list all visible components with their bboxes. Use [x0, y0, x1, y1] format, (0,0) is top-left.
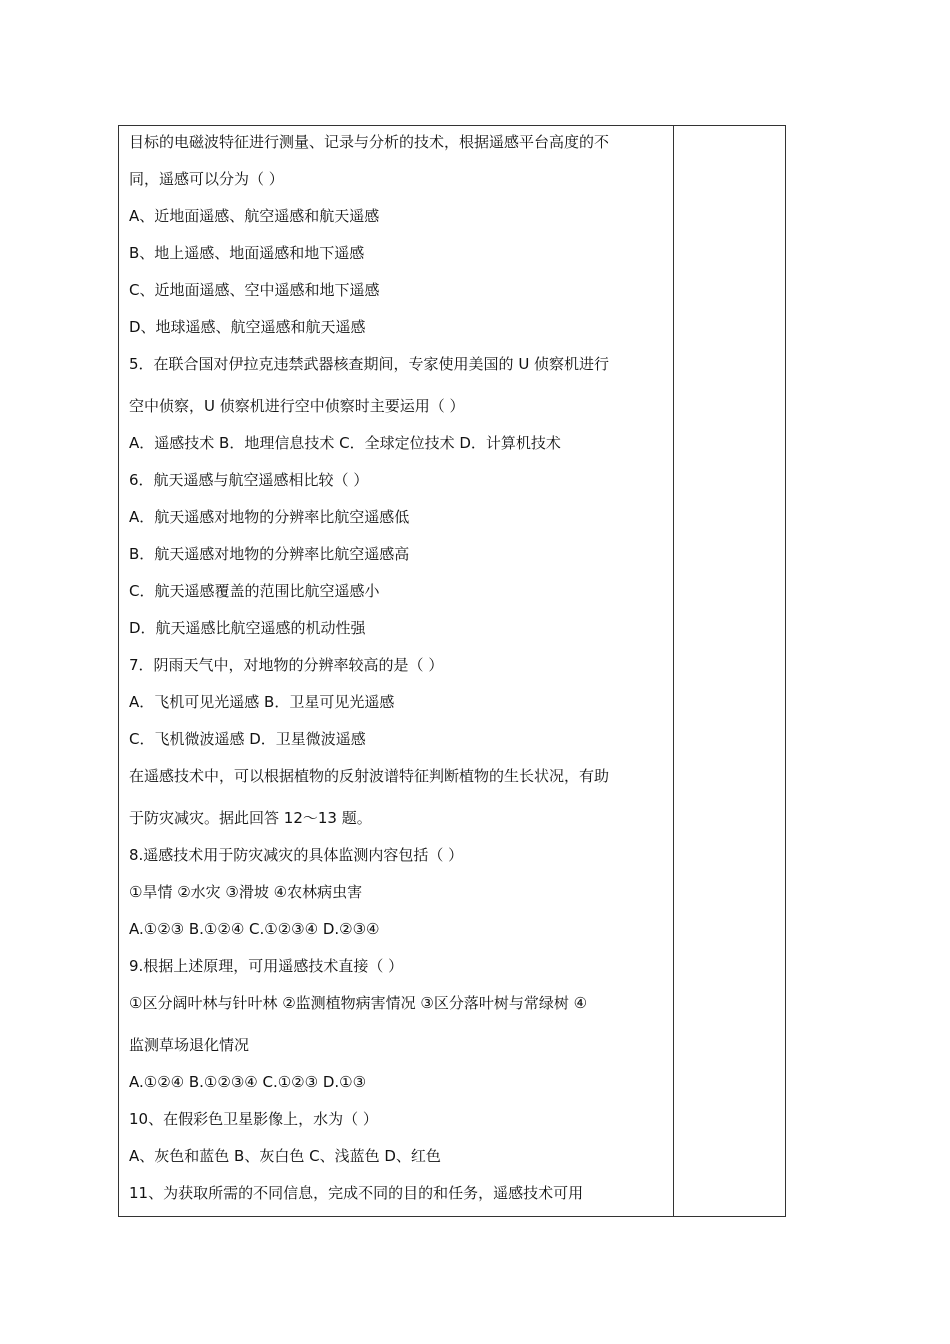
text-line: C、近地面遥感、空中遥感和地下遥感 [129, 281, 380, 299]
text-line: 在遥感技术中，可以根据植物的反射波谱特征判断植物的生长状况，有助 [129, 767, 610, 785]
text-line: B．航天遥感对地物的分辨率比航空遥感高 [129, 545, 410, 563]
text-line: A．航天遥感对地物的分辨率比航空遥感低 [129, 508, 410, 526]
text-line: C．飞机微波遥感 D．卫星微波遥感 [129, 730, 366, 748]
text-line: A.①②③ B.①②④ C.①②③④ D.②③④ [129, 920, 380, 938]
text-line: A、近地面遥感、航空遥感和航天遥感 [129, 207, 380, 225]
text-line: 于防灾减灾。据此回答 12～13 题。 [129, 809, 372, 827]
text-line: A.①②④ B.①②③④ C.①②③ D.①③ [129, 1073, 367, 1091]
text-line: 5．在联合国对伊拉克违禁武器核查期间，专家使用美国的 U 侦察机进行 [129, 355, 610, 373]
text-line: 6．航天遥感与航空遥感相比较（ ） [129, 471, 369, 489]
notes-column [674, 126, 785, 1216]
question-table [118, 125, 786, 1217]
text-line: C．航天遥感覆盖的范围比航空遥感小 [129, 582, 380, 600]
text-line: 8.遥感技术用于防灾减灾的具体监测内容包括（ ） [129, 846, 464, 864]
text-line: 空中侦察，U 侦察机进行空中侦察时主要运用（ ） [129, 397, 465, 415]
text-line: 11、为获取所需的不同信息，完成不同的目的和任务，遥感技术可用 [129, 1184, 584, 1202]
text-line: 7．阴雨天气中，对地物的分辨率较高的是（ ） [129, 656, 444, 674]
text-line: ①旱情 ②水灾 ③滑坡 ④农林病虫害 [129, 883, 363, 901]
text-line: A．飞机可见光遥感 B．卫星可见光遥感 [129, 693, 395, 711]
text-line: A、灰色和蓝色 B、灰白色 C、浅蓝色 D、红色 [129, 1147, 441, 1165]
text-line: 同，遥感可以分为（ ） [129, 170, 284, 188]
text-line: 9.根据上述原理，可用遥感技术直接（ ） [129, 957, 404, 975]
text-line: D、地球遥感、航空遥感和航天遥感 [129, 318, 366, 336]
text-line: D．航天遥感比航空遥感的机动性强 [129, 619, 366, 637]
text-line: 10、在假彩色卫星影像上，水为（ ） [129, 1110, 378, 1128]
text-line: B、地上遥感、地面遥感和地下遥感 [129, 244, 365, 262]
text-line: 监测草场退化情况 [129, 1036, 250, 1054]
text-line: 目标的电磁波特征进行测量、记录与分析的技术，根据遥感平台高度的不 [129, 133, 610, 151]
text-line: A．遥感技术 B．地理信息技术 C．全球定位技术 D．计算机技术 [129, 434, 561, 452]
text-line: ①区分阔叶林与针叶林 ②监测植物病害情况 ③区分落叶树与常绿树 ④ [129, 994, 588, 1012]
